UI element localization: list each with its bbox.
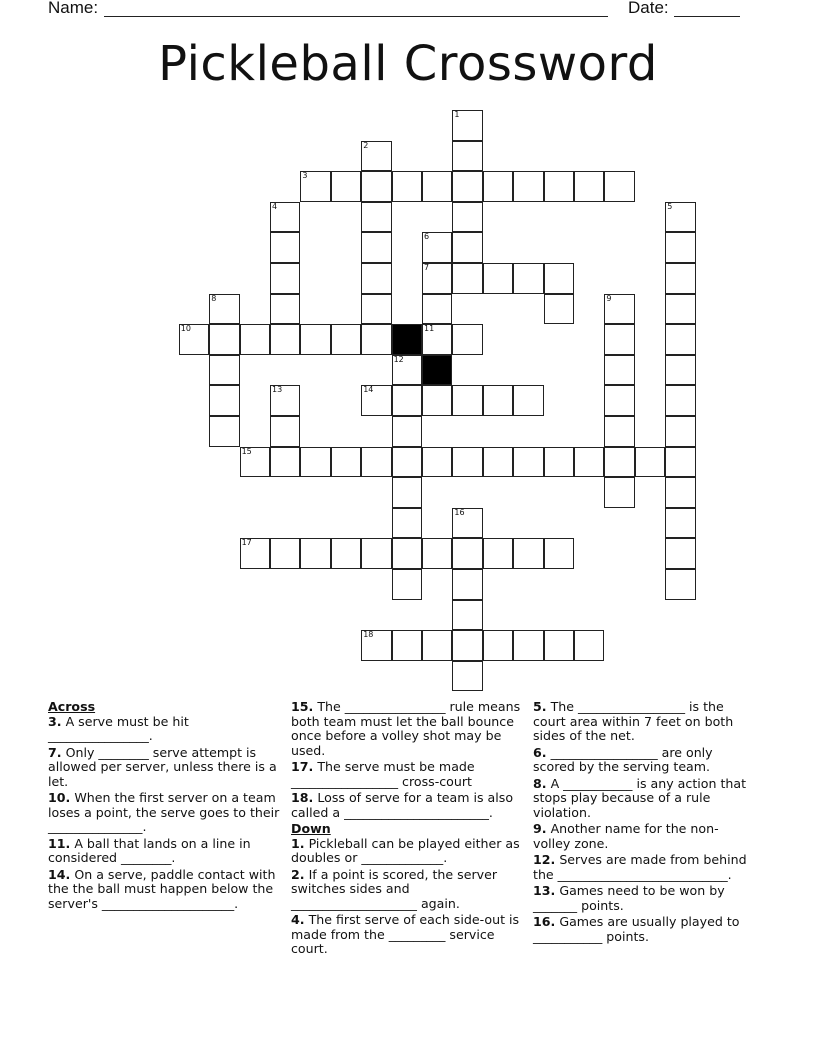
crossword-cell[interactable] bbox=[209, 355, 239, 386]
crossword-cell[interactable] bbox=[209, 324, 239, 355]
crossword-cell[interactable] bbox=[544, 171, 574, 202]
crossword-cell[interactable] bbox=[604, 477, 634, 508]
crossword-cell[interactable] bbox=[270, 232, 300, 263]
crossword-cell[interactable] bbox=[300, 538, 330, 569]
clue-item-text: _________________ are only scored by the serving team. bbox=[533, 744, 713, 774]
crossword-cell[interactable] bbox=[270, 294, 300, 325]
crossword-cell[interactable] bbox=[513, 538, 543, 569]
clue-item-text: The ________________ rule means both team must let the ball bounce once before a volley shot may be used. bbox=[291, 699, 521, 758]
crossword-cell[interactable] bbox=[270, 385, 300, 416]
crossword-cell[interactable] bbox=[392, 569, 422, 600]
crossword-cell[interactable] bbox=[544, 538, 574, 569]
crossword-cell[interactable] bbox=[483, 263, 513, 294]
clue-number: 6 bbox=[424, 232, 430, 242]
crossword-cell[interactable] bbox=[513, 447, 543, 478]
clue-number: 9 bbox=[606, 293, 612, 303]
clue-number: 18 bbox=[363, 630, 374, 640]
clue-item bbox=[533, 915, 748, 944]
clue-number: 2 bbox=[363, 140, 369, 150]
clue-item bbox=[48, 746, 280, 790]
crossword-cell[interactable] bbox=[240, 538, 270, 569]
crossword-cell[interactable] bbox=[300, 324, 330, 355]
clue-item-text: The serve must be made _________________ cross-court bbox=[291, 759, 475, 789]
clue-item-text: Loss of serve for a team is also called a _______________________. bbox=[291, 790, 514, 820]
crossword-cell[interactable] bbox=[270, 447, 300, 478]
crossword-cell[interactable] bbox=[392, 171, 422, 202]
clue-number: 15 bbox=[241, 446, 252, 456]
clue-number: 14 bbox=[363, 385, 374, 395]
clue-number: 13 bbox=[272, 385, 283, 395]
clues-column-2 bbox=[291, 700, 523, 959]
crossword-cell[interactable] bbox=[452, 447, 482, 478]
crossword-cell[interactable] bbox=[331, 538, 361, 569]
clue-number: 17 bbox=[241, 538, 252, 548]
clue-number: 1 bbox=[454, 110, 460, 119]
clue-section-heading: Down bbox=[291, 821, 331, 836]
crossword-cell[interactable] bbox=[452, 171, 482, 202]
crossword-cell[interactable] bbox=[392, 508, 422, 539]
crossword-cell[interactable] bbox=[361, 447, 391, 478]
clue-item-text: A ___________ is any action that stops play because of a rule violation. bbox=[533, 775, 747, 820]
clue-item-text: Serves are made from behind the ___________________________. bbox=[533, 852, 747, 882]
crossword-cell[interactable] bbox=[452, 508, 482, 539]
clue-item-text: When the first server on a team loses a point, the serve goes to their _______________. bbox=[48, 790, 280, 834]
crossword-cell[interactable] bbox=[270, 263, 300, 294]
crossword-cell[interactable] bbox=[240, 447, 270, 478]
crossword-cell[interactable] bbox=[422, 294, 452, 325]
crossword-cell[interactable] bbox=[544, 447, 574, 478]
crossword-cell[interactable] bbox=[452, 141, 482, 172]
crossword-cell[interactable] bbox=[422, 232, 452, 263]
crossword-cell[interactable] bbox=[361, 538, 391, 569]
crossword-cell[interactable] bbox=[361, 171, 391, 202]
crossword-cell[interactable] bbox=[392, 385, 422, 416]
clue-section-heading: Across bbox=[48, 699, 96, 714]
crossword-cell[interactable] bbox=[604, 171, 634, 202]
crossword-cell[interactable] bbox=[270, 538, 300, 569]
clue-item bbox=[291, 913, 523, 957]
crossword-cell[interactable] bbox=[483, 447, 513, 478]
crossword-cell[interactable] bbox=[604, 447, 634, 478]
crossword-cell[interactable] bbox=[361, 232, 391, 263]
clue-item-text: The _________________ is the court area within 7 feet on both sides of the net. bbox=[533, 699, 734, 743]
clue-number: 7 bbox=[424, 263, 430, 272]
crossword-cell[interactable] bbox=[513, 385, 543, 416]
name-label: Name: bbox=[48, 0, 99, 17]
crossword-cell[interactable] bbox=[392, 416, 422, 447]
crossword-cell[interactable] bbox=[452, 232, 482, 263]
clue-number: 8 bbox=[211, 293, 217, 303]
crossword-cell[interactable] bbox=[361, 294, 391, 325]
crossword-cell[interactable] bbox=[300, 447, 330, 478]
clue-item bbox=[533, 853, 748, 882]
clue-item bbox=[48, 715, 280, 744]
clue-item-text: Only ________ serve attempt is allowed per server, unless there is a let. bbox=[48, 744, 277, 789]
crossword-cell[interactable] bbox=[422, 385, 452, 416]
crossword-cell[interactable] bbox=[422, 447, 452, 478]
crossword-cell[interactable] bbox=[452, 324, 482, 355]
crossword-cell[interactable] bbox=[574, 630, 604, 661]
crossword-cell[interactable] bbox=[331, 324, 361, 355]
crossword-cell[interactable] bbox=[452, 385, 482, 416]
crossword-cell[interactable] bbox=[452, 263, 482, 294]
crossword-cell[interactable] bbox=[361, 263, 391, 294]
clue-item-text: Games are usually played to ___________ points. bbox=[533, 914, 740, 944]
clue-item-text: Games need to be won by _______ points. bbox=[533, 883, 725, 913]
crossword-cell[interactable] bbox=[392, 447, 422, 478]
clue-item-number: 10. bbox=[48, 790, 71, 805]
crossword-cell[interactable] bbox=[392, 477, 422, 508]
crossword-cell[interactable] bbox=[209, 416, 239, 447]
black-cell bbox=[392, 324, 422, 355]
clue-number: 5 bbox=[667, 201, 673, 211]
crossword-cell[interactable] bbox=[665, 538, 695, 569]
crossword-cell[interactable] bbox=[209, 385, 239, 416]
crossword-cell[interactable] bbox=[483, 171, 513, 202]
clue-item-number: 7. bbox=[48, 744, 62, 760]
crossword-cell[interactable] bbox=[665, 324, 695, 355]
clue-item bbox=[533, 777, 748, 821]
clue-number: 11 bbox=[424, 324, 435, 334]
crossword-cell[interactable] bbox=[604, 385, 634, 416]
crossword-cell[interactable] bbox=[422, 171, 452, 202]
crossword-cell[interactable] bbox=[513, 263, 543, 294]
clue-number: 12 bbox=[393, 354, 404, 364]
clue-item-number: 9. bbox=[533, 821, 547, 836]
crossword-cell[interactable] bbox=[544, 294, 574, 325]
crossword-cell[interactable] bbox=[422, 630, 452, 661]
clue-item bbox=[291, 760, 523, 789]
crossword-cell[interactable] bbox=[452, 110, 482, 141]
black-cell bbox=[422, 355, 452, 386]
crossword-cell[interactable] bbox=[665, 508, 695, 539]
clue-item bbox=[533, 884, 748, 913]
clue-item-number: 8. bbox=[533, 775, 547, 791]
crossword-cell[interactable] bbox=[452, 538, 482, 569]
clue-item bbox=[533, 746, 748, 775]
clue-item-text: A ball that lands on a line in considered ________. bbox=[48, 835, 251, 865]
crossword-cell[interactable] bbox=[361, 385, 391, 416]
clue-item-number: 16. bbox=[533, 914, 556, 929]
crossword-cell[interactable] bbox=[604, 294, 634, 325]
clue-item-number: 13. bbox=[533, 883, 556, 898]
clue-number: 3 bbox=[302, 171, 308, 181]
clue-item-number: 18. bbox=[291, 790, 314, 805]
crossword-cell[interactable] bbox=[422, 538, 452, 569]
clue-item bbox=[291, 868, 523, 912]
clue-item-text: On a serve, paddle contact with the the ball must happen below the server's _____________________. bbox=[48, 866, 276, 911]
crossword-cell[interactable] bbox=[665, 416, 695, 447]
clue-item-number: 4. bbox=[291, 912, 305, 927]
clue-item-text: If a point is scored, the server switches sides and ____________________ again. bbox=[291, 866, 497, 911]
crossword-cell[interactable] bbox=[483, 630, 513, 661]
crossword-cell[interactable] bbox=[604, 324, 634, 355]
clue-number: 4 bbox=[272, 201, 278, 211]
crossword-cell[interactable] bbox=[331, 447, 361, 478]
clue-item bbox=[48, 837, 280, 866]
crossword-cell[interactable] bbox=[665, 355, 695, 386]
crossword-cell[interactable] bbox=[270, 324, 300, 355]
clue-item-text: The first serve of each side-out is made from the _________ service court. bbox=[291, 912, 520, 956]
clue-item bbox=[533, 822, 748, 851]
crossword-cell[interactable] bbox=[179, 324, 209, 355]
clue-item-number: 3. bbox=[48, 713, 62, 729]
crossword-cell[interactable] bbox=[452, 600, 482, 631]
crossword-cell[interactable] bbox=[392, 630, 422, 661]
crossword-cell[interactable] bbox=[665, 447, 695, 478]
crossword-cell[interactable] bbox=[361, 202, 391, 233]
clue-item bbox=[48, 868, 280, 912]
clues-column-1 bbox=[48, 700, 280, 913]
crossword-cell[interactable] bbox=[544, 630, 574, 661]
crossword-cell[interactable] bbox=[483, 538, 513, 569]
clue-item bbox=[291, 700, 523, 758]
clue-item-number: 14. bbox=[48, 866, 71, 882]
crossword-cell[interactable] bbox=[604, 416, 634, 447]
crossword-cell[interactable] bbox=[422, 263, 452, 294]
crossword-cell[interactable] bbox=[574, 171, 604, 202]
crossword-cell[interactable] bbox=[452, 569, 482, 600]
crossword-cell[interactable] bbox=[665, 385, 695, 416]
clue-item bbox=[291, 837, 523, 866]
page-title: Pickleball Crossword bbox=[158, 36, 658, 92]
crossword-cell[interactable] bbox=[452, 661, 482, 692]
crossword-cell[interactable] bbox=[422, 324, 452, 355]
clue-item-number: 15. bbox=[291, 699, 314, 714]
crossword-cell[interactable] bbox=[665, 294, 695, 325]
crossword-cell[interactable] bbox=[392, 355, 422, 386]
crossword-cell[interactable] bbox=[604, 355, 634, 386]
clue-item bbox=[291, 791, 523, 820]
crossword-cell[interactable] bbox=[452, 630, 482, 661]
crossword-cell[interactable] bbox=[361, 324, 391, 355]
crossword-cell[interactable] bbox=[513, 630, 543, 661]
clue-number: 10 bbox=[180, 324, 191, 334]
crossword-cell[interactable] bbox=[361, 141, 391, 172]
clue-item-number: 6. bbox=[533, 744, 547, 760]
clue-item-number: 12. bbox=[533, 852, 556, 867]
crossword-cell[interactable] bbox=[270, 202, 300, 233]
clue-item-number: 17. bbox=[291, 759, 314, 774]
date-label: Date: bbox=[628, 0, 669, 17]
crossword-cell[interactable] bbox=[544, 263, 574, 294]
crossword-cell[interactable] bbox=[240, 324, 270, 355]
crossword-cell[interactable] bbox=[270, 416, 300, 447]
crossword-cell[interactable] bbox=[392, 538, 422, 569]
crossword-cell[interactable] bbox=[665, 232, 695, 263]
clue-item bbox=[48, 791, 280, 835]
clue-item-number: 1. bbox=[291, 835, 305, 851]
clue-item bbox=[533, 700, 748, 744]
clue-item-text: Pickleball can be played either as doubles or _____________. bbox=[291, 835, 520, 865]
crossword-cell[interactable] bbox=[209, 294, 239, 325]
clue-item-text: A serve must be hit ________________. bbox=[48, 713, 189, 743]
crossword-cell[interactable] bbox=[665, 569, 695, 600]
crossword-cell[interactable] bbox=[665, 263, 695, 294]
crossword-cell[interactable] bbox=[665, 202, 695, 233]
clue-number: 16 bbox=[454, 507, 465, 517]
clue-item-number: 5. bbox=[533, 699, 547, 714]
crossword-cell[interactable] bbox=[513, 171, 543, 202]
crossword-cell[interactable] bbox=[331, 171, 361, 202]
clue-item-number: 11. bbox=[48, 835, 71, 851]
crossword-cell[interactable] bbox=[665, 477, 695, 508]
clue-item-number: 2. bbox=[291, 866, 305, 882]
crossword-cell[interactable] bbox=[635, 447, 665, 478]
crossword-cell[interactable] bbox=[574, 447, 604, 478]
clues-column-3 bbox=[533, 700, 748, 946]
crossword-cell[interactable] bbox=[300, 171, 330, 202]
crossword-cell[interactable] bbox=[483, 385, 513, 416]
crossword-cell[interactable] bbox=[361, 630, 391, 661]
crossword-cell[interactable] bbox=[452, 202, 482, 233]
clue-item-text: Another name for the non-volley zone. bbox=[533, 821, 719, 851]
